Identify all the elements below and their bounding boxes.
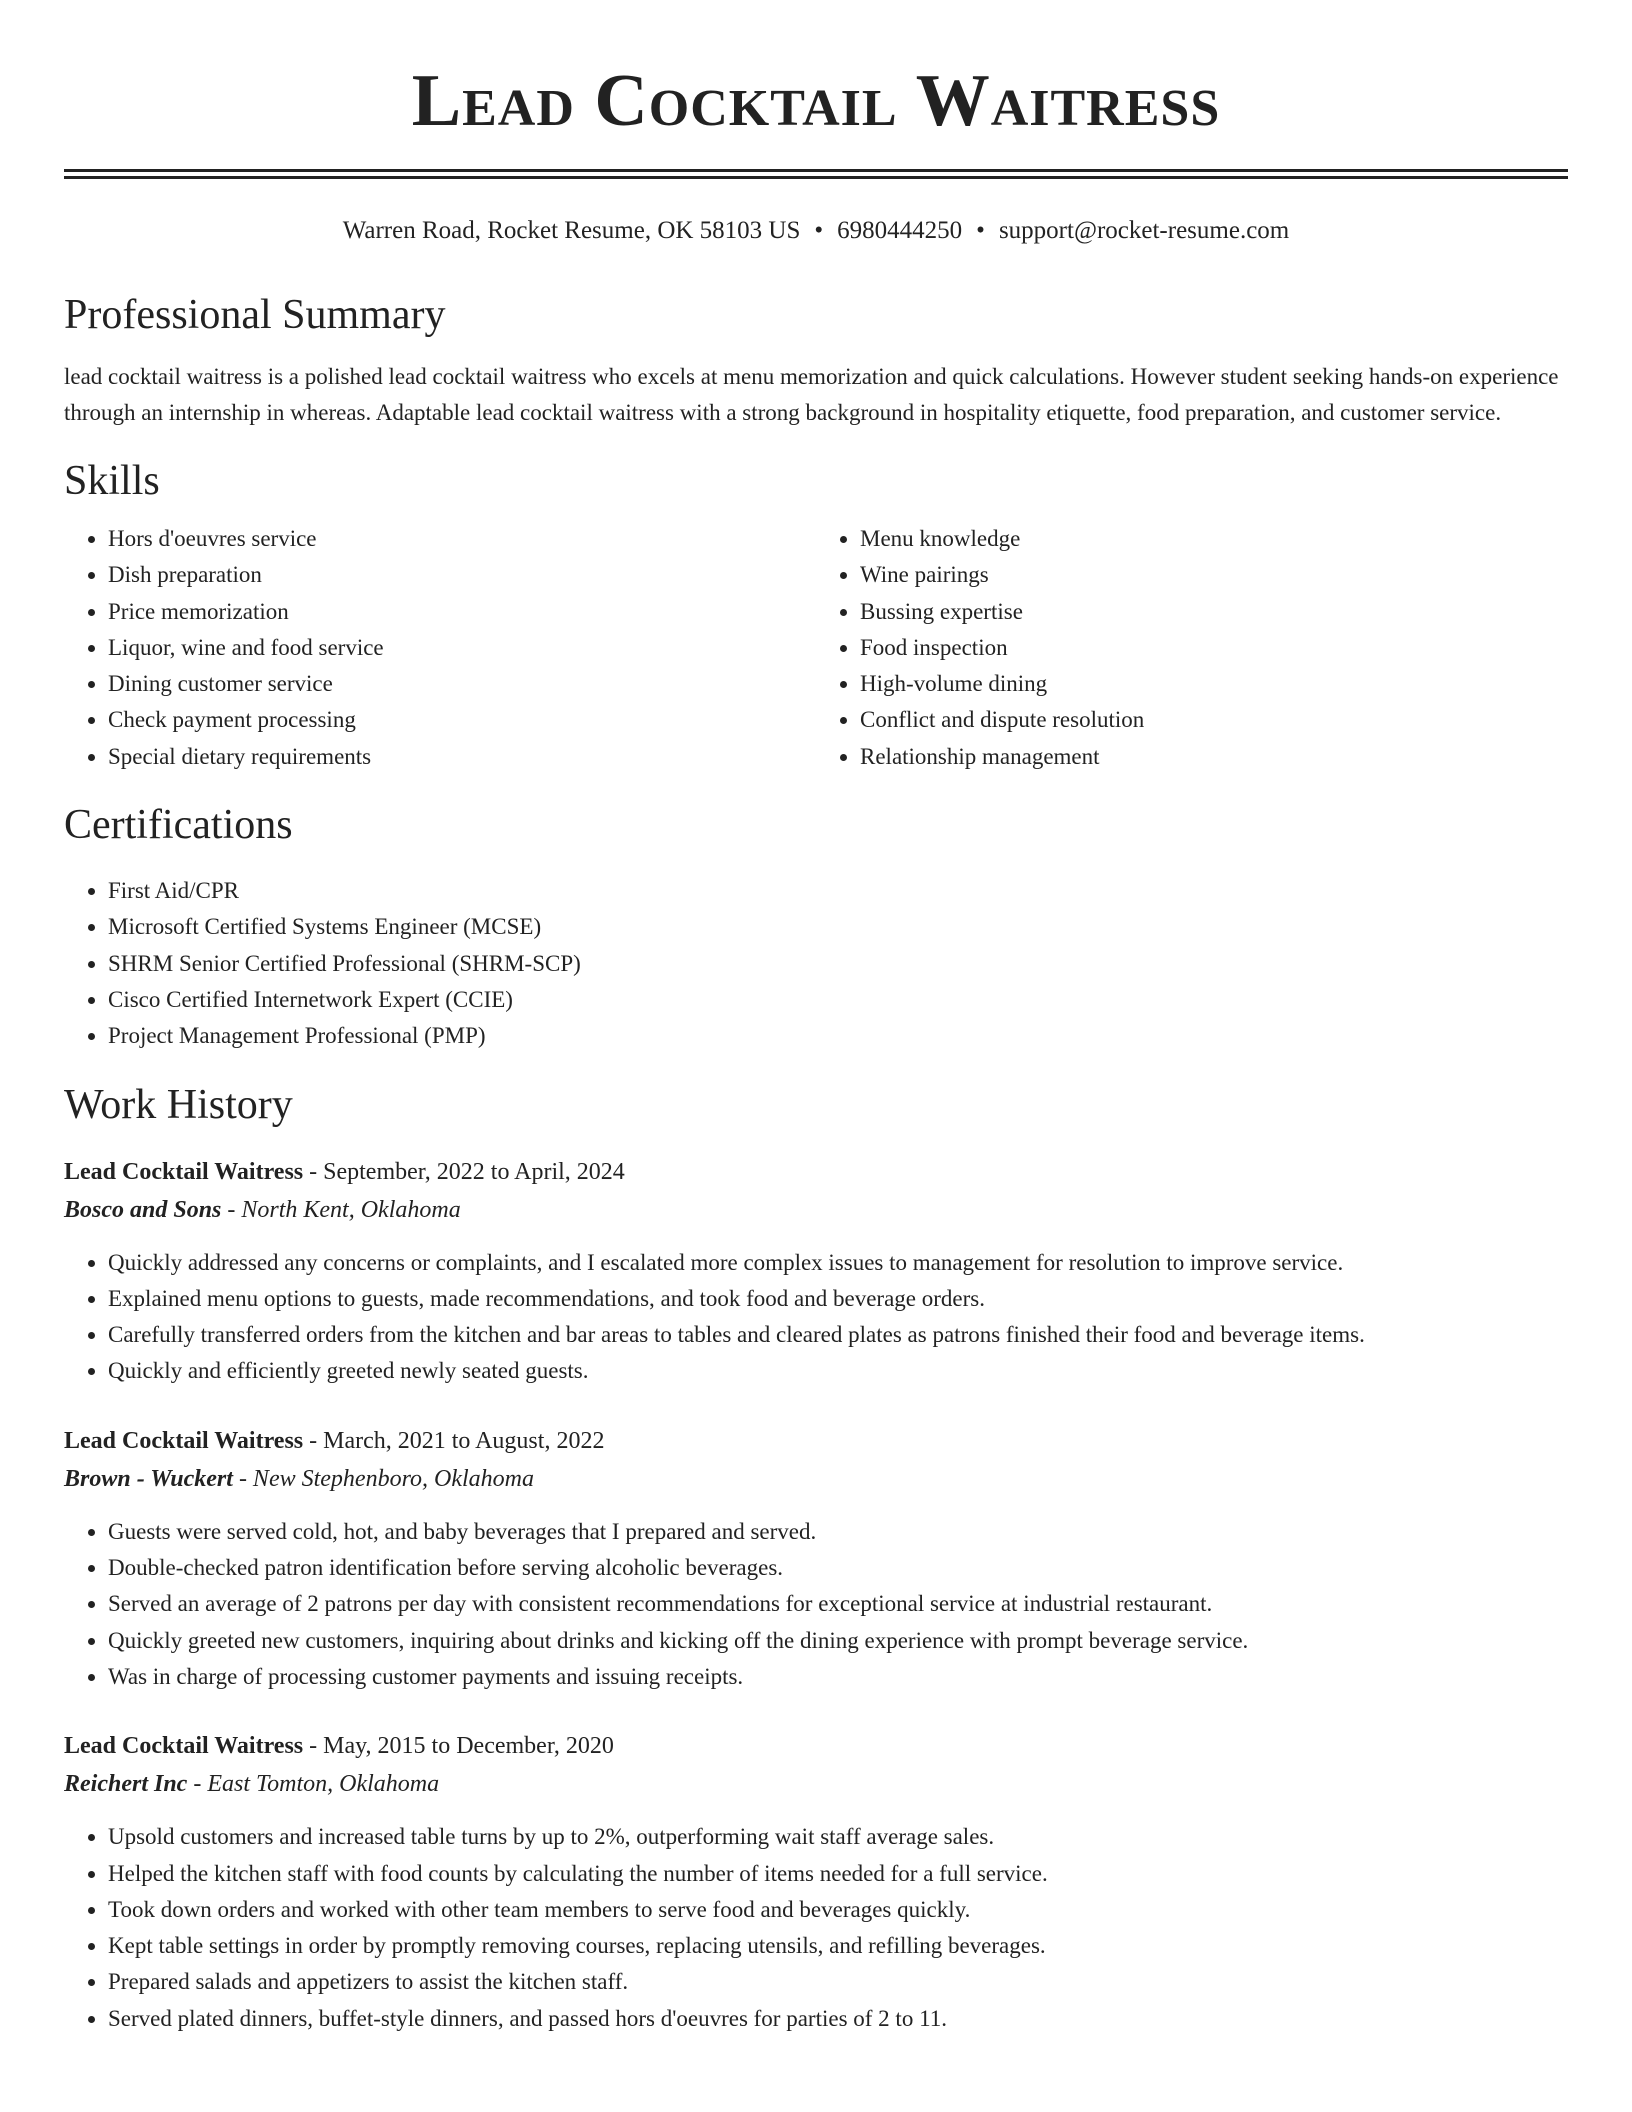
work-history-heading: Work History <box>64 1081 293 1128</box>
skills-section <box>64 455 1568 775</box>
job-location: - East Tomton, Oklahoma <box>187 1771 440 1798</box>
skills-list-right <box>816 521 1568 775</box>
job-company: Bosco and Sons <box>64 1196 222 1223</box>
job-bullet: • Served plated dinners, buffet-style dinners, and passed hors d'oeuvres for parties of 2 to 11. <box>108 2001 1568 2037</box>
job-bullet: • Prepared salads and appetizers to assist the kitchen staff. <box>108 1964 1568 2000</box>
skill-item: • Liquor, wine and food service <box>108 630 816 666</box>
job-company: Reichert Inc <box>64 1771 188 1798</box>
job-entry <box>64 1727 1568 2037</box>
skill-item: • Relationship management <box>860 739 1568 775</box>
skill-item: • Menu knowledge <box>860 521 1568 557</box>
contact-separator: • <box>976 217 985 244</box>
contact-phone: 6980444250 <box>837 217 963 244</box>
job-bullet: • Explained menu options to guests, made recommendations, and took food and beverage orders. <box>108 1281 1568 1317</box>
skill-item: • Food inspection <box>860 630 1568 666</box>
job-bullet: • Quickly and efficiently greeted newly seated guests. <box>108 1353 1568 1389</box>
certification-item: • Cisco Certified Internetwork Expert (CCIE) <box>108 982 1568 1018</box>
job-bullets <box>64 1514 1568 1695</box>
job-bullet: • Kept table settings in order by promptly removing courses, replacing utensils, and refilling beverages. <box>108 1928 1568 1964</box>
skill-item: • Check payment processing <box>108 702 816 738</box>
job-bullet: • Took down orders and worked with other team members to serve food and beverages quickly. <box>108 1892 1568 1928</box>
job-company-line <box>64 1191 1568 1229</box>
job-title: Lead Cocktail Waitress <box>64 1733 304 1760</box>
job-title: Lead Cocktail Waitress <box>64 1158 304 1185</box>
summary-heading: Professional Summary <box>64 292 446 338</box>
skill-item: • Bussing expertise <box>860 594 1568 630</box>
summary-text: lead cocktail waitress is a polished lead cocktail waitress who excels at menu memorization and quick calculations. However student seeking hands-on experience through an internship in whereas. Adaptable lead cocktail waitress with a strong background in hospitality etiquette, food preparation, and customer service. <box>64 364 1559 425</box>
certifications-heading: Certifications <box>64 802 293 849</box>
skills-heading: Skills <box>64 458 160 504</box>
job-dates: - March, 2021 to August, 2022 <box>303 1427 605 1454</box>
certifications-section <box>64 799 1568 1054</box>
skill-item: • Dining customer service <box>108 666 816 702</box>
job-entry <box>64 1422 1568 1695</box>
job-company: Brown - Wuckert <box>64 1465 233 1492</box>
job-bullet: • Served an average of 2 patrons per day with consistent recommendations for exceptional service at industrial restaurant. <box>108 1586 1568 1622</box>
certification-item: • Microsoft Certified Systems Engineer (MCSE) <box>108 909 1568 945</box>
job-bullet: • Quickly greeted new customers, inquiring about drinks and kicking off the dining experience with prompt beverage service. <box>108 1623 1568 1659</box>
skill-item: • High-volume dining <box>860 666 1568 702</box>
job-bullet: • Upsold customers and increased table turns by up to 2%, outperforming wait staff average sales. <box>108 1819 1568 1855</box>
skill-item: • Conflict and dispute resolution <box>860 702 1568 738</box>
certifications-list <box>64 873 1568 1054</box>
skill-item: • Hors d'oeuvres service <box>108 521 816 557</box>
job-title-line <box>64 1422 1568 1460</box>
job-company-line <box>64 1765 1568 1803</box>
job-bullet: • Carefully transferred orders from the kitchen and bar areas to tables and cleared plates as patrons finished their food and beverage items. <box>108 1317 1568 1353</box>
contact-email: support@rocket-resume.com <box>998 217 1290 244</box>
job-entry <box>64 1153 1568 1390</box>
job-title-line <box>64 1153 1568 1191</box>
job-location: - North Kent, Oklahoma <box>221 1196 461 1223</box>
skill-item: • Wine pairings <box>860 557 1568 593</box>
job-bullet: • Guests were served cold, hot, and baby beverages that I prepared and served. <box>108 1514 1568 1550</box>
job-title: Lead Cocktail Waitress <box>64 1427 304 1454</box>
certification-item: • Project Management Professional (PMP) <box>108 1018 1568 1054</box>
contact-line <box>64 215 1568 247</box>
skill-item: • Price memorization <box>108 594 816 630</box>
job-bullet: • Was in charge of processing customer payments and issuing receipts. <box>108 1659 1568 1695</box>
job-company-line <box>64 1460 1568 1498</box>
contact-address: Warren Road, Rocket Resume, OK 58103 US <box>342 217 801 244</box>
header-divider <box>64 169 1568 179</box>
certification-item: • SHRM Senior Certified Professional (SHRM-SCP) <box>108 946 1568 982</box>
job-bullet: • Helped the kitchen staff with food counts by calculating the number of items needed for a full service. <box>108 1856 1568 1892</box>
job-bullet: • Double-checked patron identification before serving alcoholic beverages. <box>108 1550 1568 1586</box>
summary-section <box>64 289 1568 431</box>
skill-item: • Special dietary requirements <box>108 739 816 775</box>
skills-columns <box>64 521 1568 775</box>
job-dates: - September, 2022 to April, 2024 <box>303 1158 625 1185</box>
skills-list-left <box>64 521 816 775</box>
job-title-line <box>64 1727 1568 1765</box>
contact-separator: • <box>814 217 824 244</box>
skill-item: • Dish preparation <box>108 557 816 593</box>
resume-title: Lead Cocktail Waitress <box>411 60 1221 142</box>
job-bullets <box>64 1245 1568 1390</box>
job-bullet: • Quickly addressed any concerns or complaints, and I escalated more complex issues to management for resolution to improve service. <box>108 1245 1568 1281</box>
work-history-section <box>64 1079 1568 2037</box>
certification-item: • First Aid/CPR <box>108 873 1568 909</box>
job-location: - New Stephenboro, Oklahoma <box>232 1465 535 1492</box>
job-bullets <box>64 1819 1568 2037</box>
job-dates: - May, 2015 to December, 2020 <box>303 1733 614 1760</box>
